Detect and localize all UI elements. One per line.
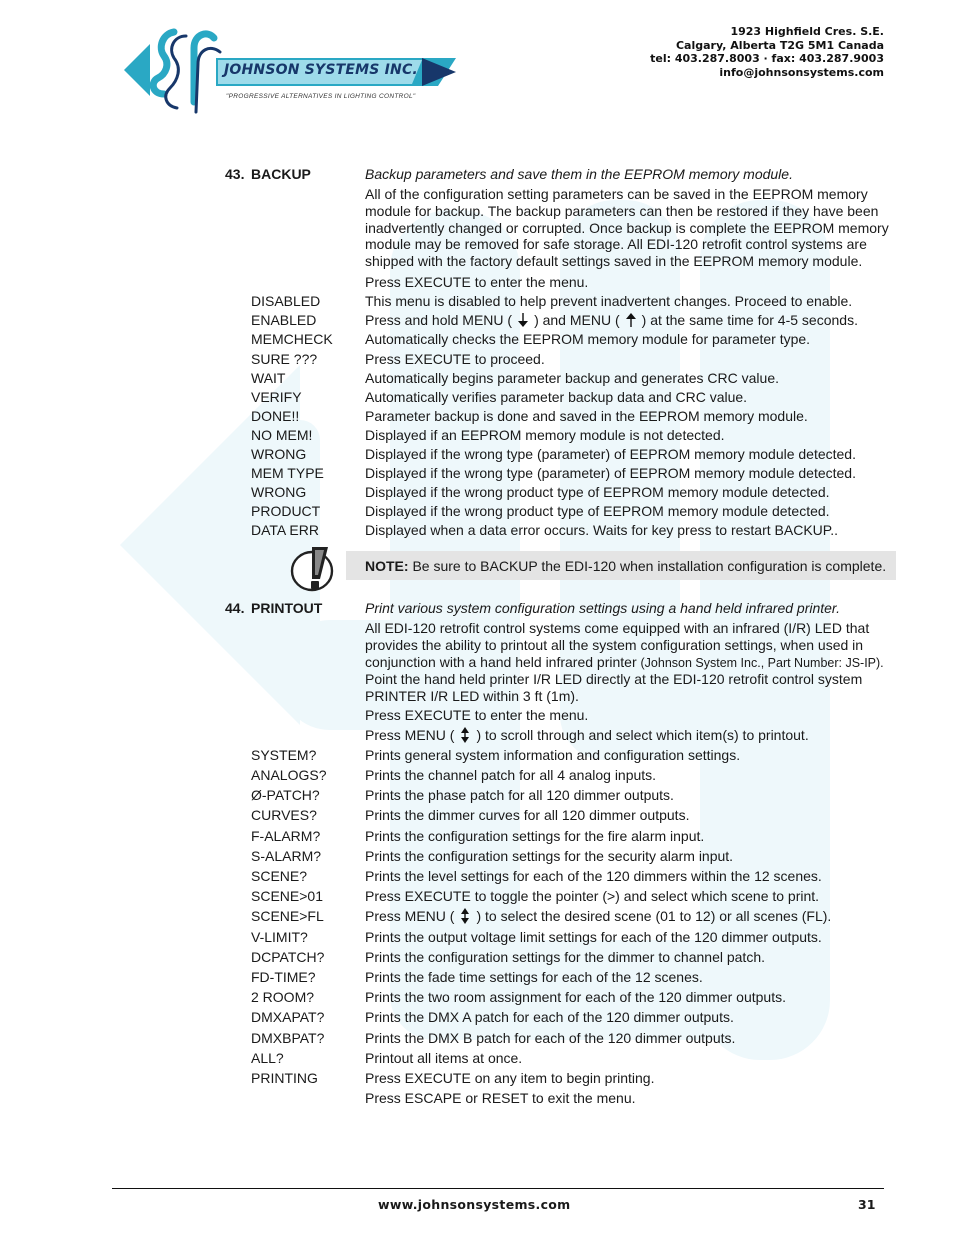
note-text: [365, 558, 886, 574]
menu-item-row: [0, 446, 954, 465]
menu-item-desc: Prints the DMX A patch for each of the 120 dimmer outputs.: [365, 1009, 734, 1025]
menu-item-desc: [365, 312, 858, 328]
menu-item-desc: Prints the configuration settings for the dimmer to channel patch.: [365, 949, 765, 965]
menu-item-term: PRODUCT: [251, 503, 321, 519]
menu-item-row: [0, 408, 954, 427]
desc-part: Press and hold MENU (: [365, 312, 513, 328]
menu-item-row: [0, 427, 954, 446]
section-title: PRINTOUT: [251, 600, 323, 616]
arrow-down-icon: [517, 312, 529, 328]
menu-item-term: DMXAPAT?: [251, 1009, 325, 1025]
menu-item-row: [0, 949, 954, 968]
menu-item-row: [0, 908, 954, 927]
menu-item-desc: Prints the fade time settings for each of the 12 scenes.: [365, 969, 703, 985]
menu-item-desc: Prints the configuration settings for the security alarm input.: [365, 848, 734, 864]
menu-item-row: [0, 828, 954, 847]
menu-item-term: F-ALARM?: [251, 828, 321, 844]
menu-item-row: [0, 389, 954, 408]
menu-item-desc: Press EXECUTE to toggle the pointer (>) and select which scene to print.: [365, 888, 820, 904]
menu-item-row: [0, 929, 954, 948]
menu-item-term: Ø-PATCH?: [251, 787, 320, 803]
part-number-text: (Johnson System Inc., Part Number: JS-IP).: [640, 655, 884, 670]
menu-item-term: DATA ERR: [251, 522, 319, 538]
menu-item-term: SCENE>01: [251, 888, 323, 904]
address-line: tel: 403.287.8003 · fax: 403.287.9003: [650, 52, 884, 66]
company-name: JOHNSON SYSTEMS INC.: [224, 62, 418, 78]
note-label: NOTE:: [365, 558, 409, 574]
menu-item-desc: Automatically checks the EEPROM memory module for parameter type.: [365, 331, 811, 347]
menu-item-row: [0, 293, 954, 312]
menu-item-term: ANALOGS?: [251, 767, 327, 783]
arrow-up-down-icon: [459, 727, 471, 743]
warning-icon: [288, 545, 338, 593]
menu-item-row: [0, 1050, 954, 1069]
menu-item-desc: Parameter backup is done and saved in the EEPROM memory module.: [365, 408, 808, 424]
address-email[interactable]: info@johnsonsystems.com: [719, 65, 884, 79]
section-paragraph: [365, 620, 895, 705]
footer-divider: [112, 1188, 884, 1189]
company-address: [650, 25, 884, 79]
menu-item-term: SCENE>FL: [251, 908, 324, 924]
section-subtitle: Backup parameters and save them in the EEPROM memory module.: [365, 166, 793, 182]
menu-item-term: MEM TYPE: [251, 465, 324, 481]
menu-item-term: WRONG: [251, 484, 307, 500]
menu-item-desc: [365, 908, 831, 924]
arrow-up-icon: [625, 312, 637, 328]
page-number: 31: [858, 1197, 876, 1212]
menu-item-row: [0, 969, 954, 988]
section-paragraph: All of the configuration setting parameters can be saved in the EEPROM memory module for backup. The backup parameters can then be restored if they have been inadvertently changed or corrupted. Once backup is complete the EEPROM memory module may be removed for safe storage. All EDI-120 retrofit control systems are shipped with the factory default settings saved in the EEPROM memory module.: [365, 186, 889, 270]
menu-item-term: PRINTING: [251, 1070, 318, 1086]
menu-item-row: [0, 1030, 954, 1049]
menu-item-row: [0, 888, 954, 907]
company-tagline: "PROGRESSIVE ALTERNATIVES IN LIGHTING CONTROL": [226, 93, 416, 100]
menu-item-term: SYSTEM?: [251, 747, 317, 763]
menu-item-term: WRONG: [251, 446, 307, 462]
menu-item-row: [0, 465, 954, 484]
menu-item-term: SCENE?: [251, 868, 308, 884]
arrow-up-down-icon: [459, 908, 471, 924]
menu-item-desc: Displayed if the wrong product type of EEPROM memory module detected.: [365, 484, 830, 500]
menu-item-desc: Prints the level settings for each of the 120 dimmers within the 12 scenes.: [365, 868, 822, 884]
section-subtitle: Print various system configuration settings using a hand held infrared printer.: [365, 600, 840, 616]
menu-item-term: SURE ???: [251, 351, 318, 367]
menu-item-row: [0, 484, 954, 503]
menu-item-row: [0, 848, 954, 867]
menu-item-term: DMXBPAT?: [251, 1030, 325, 1046]
section-number: 44.: [225, 600, 245, 616]
footer-website-link[interactable]: www.johnsonsystems.com: [378, 1197, 571, 1212]
menu-item-desc: Displayed if the wrong type (parameter) of EEPROM memory module detected.: [365, 446, 856, 462]
menu-item-desc: Displayed if the wrong type (parameter) of EEPROM memory module detected.: [365, 465, 856, 481]
menu-item-desc: Prints the channel patch for all 4 analog inputs.: [365, 767, 657, 783]
menu-item-row: [0, 1009, 954, 1028]
menu-item-desc: Automatically begins parameter backup and generates CRC value.: [365, 370, 780, 386]
menu-item-term: DCPATCH?: [251, 949, 325, 965]
scroll-instruction: [365, 727, 809, 743]
menu-item-row: [0, 331, 954, 350]
menu-item-term: WAIT: [251, 370, 286, 386]
execute-instruction: Press EXECUTE to enter the menu.: [365, 707, 589, 723]
paragraph-text: Point the hand held printer I/R LED directly at the EDI-120 retrofit control system PRINTER I/R LED within 3 ft (1m).: [365, 671, 863, 705]
menu-item-term: V-LIMIT?: [251, 929, 308, 945]
menu-item-desc: Prints general system information and configuration settings.: [365, 747, 741, 763]
menu-item-row: [0, 989, 954, 1008]
menu-item-row: [0, 787, 954, 806]
menu-item-desc: Printout all items at once.: [365, 1050, 523, 1066]
menu-item-desc: Displayed if the wrong product type of EEPROM memory module detected.: [365, 503, 830, 519]
menu-item-desc: This menu is disabled to help prevent inadvertent changes. Proceed to enable.: [365, 293, 853, 309]
section-number: 43.: [225, 166, 245, 182]
address-line: 1923 Highfield Cres. S.E.: [730, 25, 884, 38]
menu-item-row: [0, 522, 954, 541]
menu-item-desc: Prints the output voltage limit settings for each of the 120 dimmer outputs.: [365, 929, 822, 945]
desc-part: Press MENU (: [365, 727, 455, 743]
menu-item-term: S-ALARM?: [251, 848, 322, 864]
menu-item-row: [0, 1070, 954, 1089]
desc-part: ) and MENU (: [534, 312, 620, 328]
menu-item-term: ALL?: [251, 1050, 284, 1066]
menu-item-desc: Displayed when a data error occurs. Waits for key press to restart BACKUP..: [365, 522, 839, 538]
exit-instruction: Press ESCAPE or RESET to exit the menu.: [365, 1090, 636, 1106]
desc-part: ) to select the desired scene (01 to 12) or all scenes (FL).: [476, 908, 832, 924]
menu-item-desc: Prints the dimmer curves for all 120 dimmer outputs.: [365, 807, 690, 823]
menu-item-desc: Automatically verifies parameter backup data and CRC value.: [365, 389, 748, 405]
menu-item-desc: Prints the DMX B patch for each of the 120 dimmer outputs.: [365, 1030, 736, 1046]
address-line: Calgary, Alberta T2G 5M1 Canada: [675, 38, 884, 52]
note-callout: [346, 551, 896, 580]
menu-item-term: VERIFY: [251, 389, 302, 405]
menu-item-term: NO MEM!: [251, 427, 313, 443]
menu-item-row: [0, 747, 954, 766]
menu-item-desc: Press EXECUTE on any item to begin printing.: [365, 1070, 655, 1086]
menu-item-term: DONE!!: [251, 408, 300, 424]
desc-part: ) at the same time for 4-5 seconds.: [641, 312, 858, 328]
menu-item-term: 2 ROOM?: [251, 989, 315, 1005]
desc-part: ) to scroll through and select which item(s) to printout.: [476, 727, 809, 743]
menu-item-term: DISABLED: [251, 293, 321, 309]
menu-item-desc: Prints the phase patch for all 120 dimmer outputs.: [365, 787, 674, 803]
menu-item-row: [0, 370, 954, 389]
menu-item-row: [0, 312, 954, 331]
menu-item-term: FD-TIME?: [251, 969, 316, 985]
desc-part: Press MENU (: [365, 908, 455, 924]
menu-item-term: CURVES?: [251, 807, 317, 823]
menu-item-row: [0, 807, 954, 826]
menu-item-desc: Press EXECUTE to proceed.: [365, 351, 545, 367]
menu-item-desc: Prints the configuration settings for the fire alarm input.: [365, 828, 705, 844]
menu-item-row: [0, 503, 954, 522]
menu-item-term: MEMCHECK: [251, 331, 333, 347]
menu-item-desc: Displayed if an EEPROM memory module is not detected.: [365, 427, 725, 443]
note-body: Be sure to BACKUP the EDI-120 when installation configuration is complete.: [408, 558, 887, 574]
menu-item-row: [0, 767, 954, 786]
menu-item-desc: Prints the two room assignment for each of the 120 dimmer outputs.: [365, 989, 786, 1005]
paragraph-text: All EDI-120 retrofit control systems come equipped with an infrared (I/R) LED that provides the ability to printout all the system configuration settings, when used in conjunction with a hand held infrared printer: [365, 620, 870, 670]
execute-instruction: Press EXECUTE to enter the menu.: [365, 274, 589, 290]
menu-item-row: [0, 868, 954, 887]
menu-item-term: ENABLED: [251, 312, 317, 328]
section-title: BACKUP: [251, 166, 311, 182]
menu-item-row: [0, 351, 954, 370]
